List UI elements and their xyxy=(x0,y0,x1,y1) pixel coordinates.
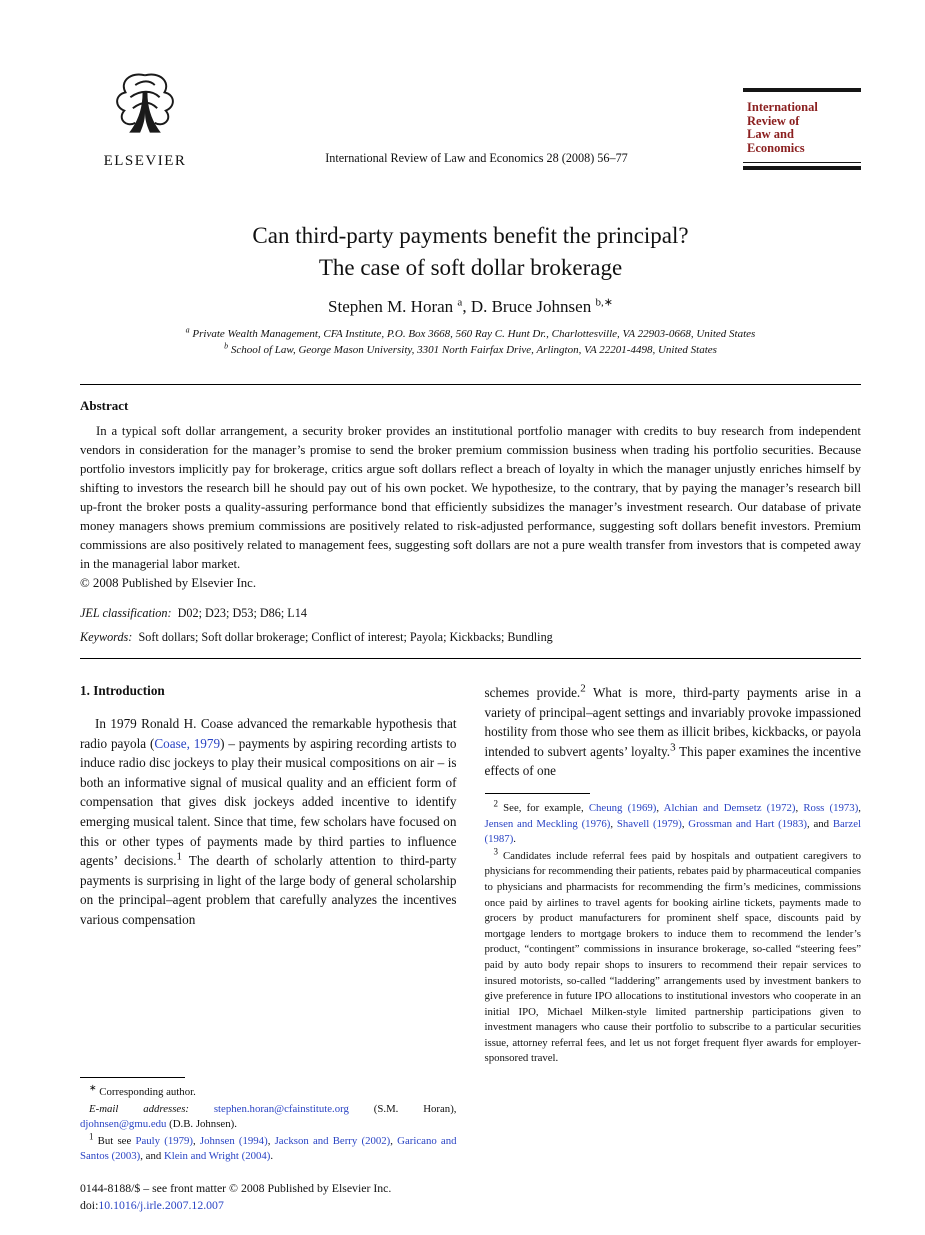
affiliation-line-b xyxy=(80,342,861,358)
footnote-marker: 1 xyxy=(89,1131,94,1142)
keywords-label: Keywords: xyxy=(80,630,133,644)
text-segment: This paper examines the incentive effects of one xyxy=(484,743,861,779)
citation-link[interactable]: Alchian and Demsetz (1972) xyxy=(663,801,796,814)
badge-title-line: Law and xyxy=(747,127,794,141)
text-segment: Corresponding author. xyxy=(96,1086,196,1099)
text-segment: The dearth of scholarly attention to third-party payments is surprising in light of the large body of general scholarship on the principal–agent problem that carefully analyzes the incentives various compensation xyxy=(80,853,457,927)
abstract-text: In a typical soft dollar arrangement, a security broker provides an institutional portfolio manager with credits to buy research from independent vendors in consideration for the manager’s promise to send the broker premium commission business when trading his portfolio securities. Because portfolio investors implicitly pay for brokerage, critics argue soft dollars reflect a breach of loyalty in which the manager unjustly enriches himself by shifting to investors the research bill he should pay out of his own pocket. We hypothesize, to the contrary, that by paying the manager’s research bill up-front the broker posts a quality-assuring performance bond that efficiently subsidizes the manager’s investment research. Our database of private money managers shows premium commissions are positively related to risk-adjusted performance, suggesting soft dollars benefit investors. Premium commissions are also positively related to management fees, suggesting soft dollars are not a pure wealth transfer from investors that is competed away in the managerial labor market. xyxy=(80,424,861,571)
badge-bottom-bar xyxy=(743,166,861,170)
text-segment: , xyxy=(795,801,804,814)
text-segment: What is more, third-party payments arise in a variety of principal–agent settings and invariably provoke impassioned hostility from those who see them as illicit bribes, kickbacks, or payola intended to subvert agents’ loyalty. xyxy=(484,685,861,759)
text-segment: schemes provide. xyxy=(484,685,581,700)
footnote-marker: 2 xyxy=(493,798,498,809)
keywords-values: Soft dollars; Soft dollar brokerage; Conflict of interest; Payola; Kickbacks; Bundling xyxy=(132,630,553,644)
elsevier-wordmark: ELSEVIER xyxy=(103,153,187,169)
citation-link[interactable]: Jensen and Meckling (1976) xyxy=(484,817,611,830)
text-segment: E-mail addresses: xyxy=(89,1102,214,1115)
footnote-marker: 3 xyxy=(493,846,498,857)
abstract-heading: Abstract xyxy=(80,398,129,413)
citation-link[interactable]: Klein and Wright (2004) xyxy=(163,1150,271,1163)
text-segment: Candidates include referral fees paid by hospitals and outpatient caregivers to physicians for recommending their patients, rebates paid by pharmaceutical companies to physicians and pharmacists for recommending the firm’s medicines, commissions once paid by airlines to travel agents for booking airline tickets, payments made to grocers by product manufacturers for prominent shelf space, discounts paid by mortgage lenders to mortgage brokers to induce them to recommend the lender’s product, “contingent” commissions in insurance brokerage, so-called “steering fees” paid by auto body repair shops to insurers to recommend their repair services to insured motorists, so-called “laddering” arrangements used by investment bankers to give preference in future IPO allocations to institutional investors who cooperate in an initial IPO, Michael Milken-style limited partnership participations given to investment managers who cause their portfolio to subscribe to a particular securities issue, attorney referral fees, and let us not forget frequent flyer awards for employer-sponsored travel. xyxy=(484,849,861,1065)
elsevier-logo xyxy=(80,68,210,170)
paper-title-line1: Can third-party payments benefit the principal? xyxy=(252,223,689,248)
footnote-marker: a xyxy=(457,296,463,309)
text-segment: , xyxy=(390,1134,398,1147)
citation-link[interactable]: Grossman and Hart (1983) xyxy=(688,817,807,830)
footnote-1 xyxy=(80,1131,457,1165)
citation-link[interactable]: Johnsen (1994) xyxy=(199,1134,268,1147)
right-column-paragraph xyxy=(485,683,862,781)
affiliation-line-a xyxy=(80,326,861,342)
footnote-marker: ∗ xyxy=(89,1082,97,1093)
authors-line xyxy=(80,297,861,317)
text-segment: . xyxy=(270,1150,274,1163)
text-segment: , xyxy=(656,801,664,814)
text-segment: . xyxy=(513,833,516,846)
page-header xyxy=(80,68,861,170)
text-segment: , and xyxy=(140,1150,164,1163)
badge-title-line: Economics xyxy=(747,140,805,155)
citation-link[interactable]: Jackson and Berry (2002) xyxy=(274,1134,391,1147)
doi-link[interactable]: 10.1016/j.irle.2007.12.007 xyxy=(98,1197,224,1212)
text-segment: But see xyxy=(93,1134,136,1147)
badge-title-line: Review of xyxy=(747,113,800,128)
text-segment: (S.M. Horan), xyxy=(348,1102,457,1115)
citation-link[interactable]: Garicano and Santos (2003) xyxy=(80,1134,457,1163)
paper-title-line2: The case of soft dollar brokerage xyxy=(318,255,623,280)
footnote-emails xyxy=(80,1102,457,1133)
text-segment: , xyxy=(610,817,617,830)
copyright-line: © 2008 Published by Elsevier Inc. xyxy=(80,576,257,590)
text-segment: School of Law, George Mason University, 3301 North Fairfax Drive, Arlington, VA 22201-4498, United States xyxy=(228,344,717,356)
citation-link[interactable]: Pauly (1979) xyxy=(135,1134,194,1147)
body-columns xyxy=(80,683,861,1213)
abstract-top-rule xyxy=(80,384,861,385)
email-link[interactable]: djohnsen@gmu.edu xyxy=(80,1118,167,1131)
abstract-bottom-rule xyxy=(80,658,861,659)
paper-title xyxy=(80,220,861,284)
keywords-line xyxy=(80,630,861,645)
left-column xyxy=(80,683,457,1213)
text-segment: Stephen M. Horan xyxy=(328,297,458,316)
text-segment: (D.B. Johnsen). xyxy=(166,1118,237,1131)
jel-label: JEL classification: xyxy=(80,606,172,620)
right-column xyxy=(485,683,862,1213)
affiliations xyxy=(80,326,861,358)
journal-citation-line: International Review of Law and Economics 28 (2008) 56–77 xyxy=(325,151,628,165)
badge-title-line: International xyxy=(747,100,818,114)
text-segment: See, for example, xyxy=(498,801,589,814)
footnote-marker: b,∗ xyxy=(595,296,613,309)
text-segment: , xyxy=(681,817,689,830)
page-footer xyxy=(80,1180,457,1213)
jel-codes: D02; D23; D53; D86; L14 xyxy=(171,606,307,620)
citation-link[interactable]: Ross (1973) xyxy=(803,801,859,814)
right-column-footnotes xyxy=(485,793,862,1067)
text-segment: , and xyxy=(806,817,833,830)
doi-label: doi: xyxy=(80,1197,99,1212)
jel-classification-line xyxy=(80,606,861,621)
footnote-2 xyxy=(484,798,862,848)
badge-title xyxy=(743,92,861,162)
footnote-divider-right xyxy=(485,793,590,794)
footnote-marker: b xyxy=(224,341,229,351)
text-segment: , D. Bruce Johnsen xyxy=(462,297,596,316)
citation-link[interactable]: Shavell (1979) xyxy=(616,817,682,830)
footnote-marker: 2 xyxy=(580,682,586,695)
section-heading-introduction: 1. Introduction xyxy=(80,683,165,698)
intro-paragraph xyxy=(80,714,457,930)
elsevier-tree-icon xyxy=(107,133,183,150)
text-segment: , xyxy=(267,1134,275,1147)
footnote-divider-left xyxy=(80,1077,185,1078)
badge-thin-bar xyxy=(743,162,861,163)
email-link[interactable]: stephen.horan@cfainstitute.org xyxy=(213,1102,349,1115)
journal-cover-badge xyxy=(743,88,861,170)
citation-link[interactable]: Cheung (1969) xyxy=(588,801,657,814)
text-segment: ) – payments by aspiring recording artists to induce radio disc jockeys to play their musical compositions on air – is both an informative signal of musical quality and an efficient form of compensation that gives disk jockeys added incentive to identify emerging musical talent. Since that time, few scholars have focused on this or other types of payments made by third parties to influence agents’ decisions. xyxy=(80,735,457,869)
footnote-marker: 3 xyxy=(670,741,676,754)
text-segment: Private Wealth Management, CFA Institute, P.O. Box 3668, 560 Ray C. Hunt Dr., Charlottesville, VA 22903-0668, United States xyxy=(189,328,756,340)
footnote-marker: 1 xyxy=(176,850,182,863)
footnote-corresponding-author xyxy=(80,1082,457,1101)
issn-line: 0144-8188/$ – see front matter © 2008 Published by Elsevier Inc. xyxy=(80,1181,392,1195)
text-segment: , xyxy=(858,801,861,814)
text-segment: In 1979 Ronald H. Coase advanced the remarkable hypothesis that radio payola ( xyxy=(80,716,457,751)
left-column-bottom xyxy=(80,1077,457,1213)
footnote-marker: a xyxy=(185,325,190,335)
text-segment: , xyxy=(193,1134,200,1147)
footnote-3 xyxy=(484,846,862,1067)
citation-link[interactable]: Coase, 1979 xyxy=(154,735,221,751)
citation-link[interactable]: Barzel (1987) xyxy=(484,817,861,846)
doi-line xyxy=(80,1197,457,1214)
